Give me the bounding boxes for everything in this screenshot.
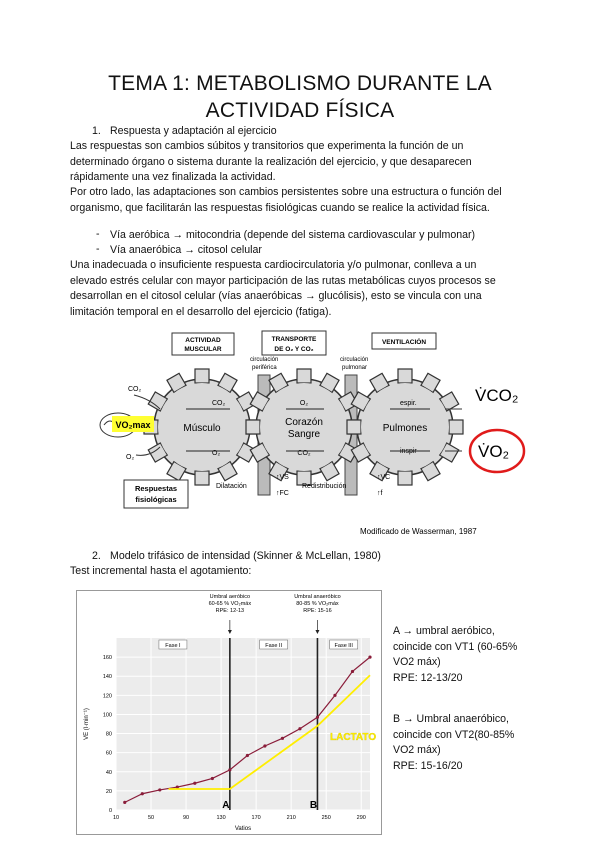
x-tick-label: 290 — [356, 815, 366, 821]
note-line: coincide con VT2(80-85% — [393, 728, 515, 741]
threshold-label: 80-85 % VO₂máx — [296, 601, 339, 607]
lactate-label: LACTATO — [330, 732, 377, 743]
label-inspir: inspir — [400, 448, 417, 455]
gear1-co2: CO₂ — [212, 400, 226, 407]
bullet-anaerobica: Vía anaeróbica → citosol celular — [110, 244, 262, 256]
box-ventilacion-label: VENTILACIÓN — [381, 339, 427, 346]
bullet-dash: - — [96, 243, 100, 255]
title-line-2: ACTIVIDAD FÍSICA — [205, 99, 395, 122]
y-axis-label: VE (l·min⁻¹) — [84, 708, 90, 740]
circ-periferica-2: periférica — [252, 365, 277, 371]
respuestas-1: Respuestas — [134, 484, 178, 493]
left-co2: CO₂ — [128, 386, 142, 393]
label-musculo: Músculo — [183, 423, 221, 434]
label-vc: ↑VC — [377, 474, 391, 481]
note-threshold-b — [393, 712, 543, 774]
respuestas-2: fisiológicas — [135, 495, 177, 504]
threshold-label: Umbral anaeróbico — [294, 594, 341, 600]
page-title — [60, 70, 540, 124]
section-1-heading: Respuesta y adaptación al ejercicio — [110, 125, 277, 137]
y-tick-label: 40 — [105, 769, 112, 776]
text-line: Las respuestas son cambios súbitos y transitorios que experimenta la función de un — [70, 140, 464, 152]
label-f: ↑f — [377, 490, 383, 497]
y-tick-label: 120 — [102, 693, 112, 700]
x-axis-label: Vatios — [234, 826, 252, 832]
section-2-number: 2. — [92, 550, 101, 562]
data-point — [123, 801, 126, 804]
note-line: B → Umbral anaeróbico, — [393, 713, 509, 725]
circ-pulmonar-2: pulmonar — [342, 365, 368, 371]
bullet-dash: - — [96, 228, 100, 240]
text-line: desarrollan en el citosol celular (vías anaeróbicas → glucólisis), esto se vincula con una — [70, 290, 482, 303]
y-tick-label: 0 — [108, 808, 112, 814]
note-line: RPE: 12-13/20 — [393, 671, 463, 684]
y-tick-label: 140 — [102, 674, 112, 681]
vco2-label: V̇CO₂ — [475, 386, 519, 405]
threshold-marker: B — [309, 800, 318, 811]
x-tick-label: 170 — [251, 815, 261, 821]
data-point — [298, 727, 301, 730]
label-fc: ↑FC — [276, 490, 289, 497]
gear2-co2: CO₂ — [297, 450, 311, 457]
section-2-heading: Modelo trifásico de intensidad (Skinner & McLellan, 1980) — [110, 550, 381, 562]
y-tick-label: 160 — [102, 655, 112, 662]
text-line: Por otro lado, las adaptaciones son cambios persistentes sobre una estructura o función del — [70, 186, 502, 198]
threshold-marker: A — [222, 800, 230, 811]
x-tick-label: 90 — [183, 815, 190, 821]
box-transporte-1: TRANSPORTE — [271, 336, 317, 343]
data-point — [211, 777, 214, 780]
data-point — [281, 737, 284, 740]
y-tick-label: 80 — [105, 731, 112, 738]
phase-label: Fase II — [265, 643, 283, 649]
data-point — [193, 782, 196, 785]
box-actividad-1: ACTIVIDAD — [185, 337, 221, 344]
note-line: coincide con VT1 (60-65% — [393, 640, 518, 653]
label-espir: espir. — [400, 400, 417, 407]
data-point — [351, 670, 354, 673]
paragraph-adaptaciones — [70, 185, 540, 216]
threshold-label: RPE: 15-16 — [303, 608, 332, 614]
data-point — [158, 788, 161, 791]
section-2-subtitle: Test incremental hasta el agotamiento: — [70, 565, 252, 577]
left-o2: O₂ — [126, 454, 135, 461]
x-tick-label: 10 — [112, 815, 120, 821]
circ-periferica-1: circulación — [250, 357, 279, 363]
title-line-1: TEMA 1: METABOLISMO DURANTE LA — [108, 72, 492, 95]
data-point — [141, 792, 144, 795]
note-line: VO2 máx) — [393, 656, 441, 668]
text-line: limitación temporal en el desarrollo del ejercicio (fatiga). — [70, 305, 332, 318]
box-actividad-2: MUSCULAR — [184, 346, 222, 353]
x-tick-label: 130 — [216, 815, 226, 821]
vo2-label: V̇O₂ — [478, 442, 510, 461]
threshold-label: Umbral aeróbico — [209, 594, 251, 600]
threshold-label: RPE: 12-13 — [215, 608, 245, 614]
label-vs: ↑VS — [276, 474, 289, 481]
chart-plot-area — [116, 638, 370, 810]
threshold-label: 60-65 % VO₂máx — [208, 601, 252, 607]
note-threshold-a — [393, 624, 543, 686]
text-line: Una inadecuada o insuficiente respuesta cardiocirculatoria y/o pulmonar, conlleva a un — [70, 259, 477, 271]
data-point — [263, 744, 266, 747]
x-tick-label: 50 — [147, 815, 155, 821]
gear2-o2: O₂ — [299, 400, 309, 407]
label-redistribucion: Redistribución — [302, 483, 347, 490]
y-tick-label: 20 — [105, 788, 112, 795]
text-line: determinado órgano o sistema durante la realización del ejercicio, y que desaparecen — [70, 155, 472, 168]
circ-pulmonar-1: circulación — [340, 357, 369, 363]
data-point — [368, 656, 371, 659]
paragraph-fatiga — [70, 258, 540, 320]
data-point — [228, 768, 231, 771]
label-sangre: Sangre — [287, 429, 321, 440]
x-tick-label: 210 — [286, 815, 296, 821]
phase-label: Fase III — [334, 643, 353, 649]
x-tick-label: 250 — [321, 815, 331, 821]
data-point — [316, 716, 319, 719]
data-point — [246, 754, 249, 757]
wasserman-gear-diagram — [90, 325, 530, 540]
note-line: RPE: 15-16/20 — [393, 759, 463, 772]
bullet-aerobica: Vía aeróbica → mitocondria (depende del sistema cardiovascular y pulmonar) — [110, 229, 476, 241]
text-line: elevado estrés celular con mayor participación de las rutas metabólicas cuyos procesos se — [70, 274, 496, 287]
ventilation-chart — [76, 590, 382, 835]
y-tick-label: 100 — [102, 712, 112, 719]
label-corazon: Corazón — [285, 417, 323, 428]
y-tick-label: 60 — [105, 750, 112, 757]
diagram-credit: Modificado de Wasserman, 1987 — [360, 527, 477, 536]
vo2max-label: VO₂max — [115, 420, 151, 430]
gear1-o2: O₂ — [212, 450, 221, 457]
box-transporte-2: DE O₂ Y CO₂ — [274, 346, 314, 353]
text-line: organismo, que facilitarán las respuestas fisiológicas cuando se realice la actividad física. — [70, 201, 490, 214]
note-line: VO2 máx) — [393, 744, 441, 756]
label-pulmones: Pulmones — [382, 423, 428, 434]
text-line: rápidamente una vez finalizada la actividad. — [70, 171, 276, 184]
data-point — [333, 694, 336, 697]
section-1-number: 1. — [92, 125, 101, 137]
label-dilatacion: Dilatación — [216, 483, 247, 490]
phase-label: Fase I — [165, 643, 181, 649]
note-line: A → umbral aeróbico, — [393, 625, 495, 637]
paragraph-respuestas — [70, 139, 540, 186]
